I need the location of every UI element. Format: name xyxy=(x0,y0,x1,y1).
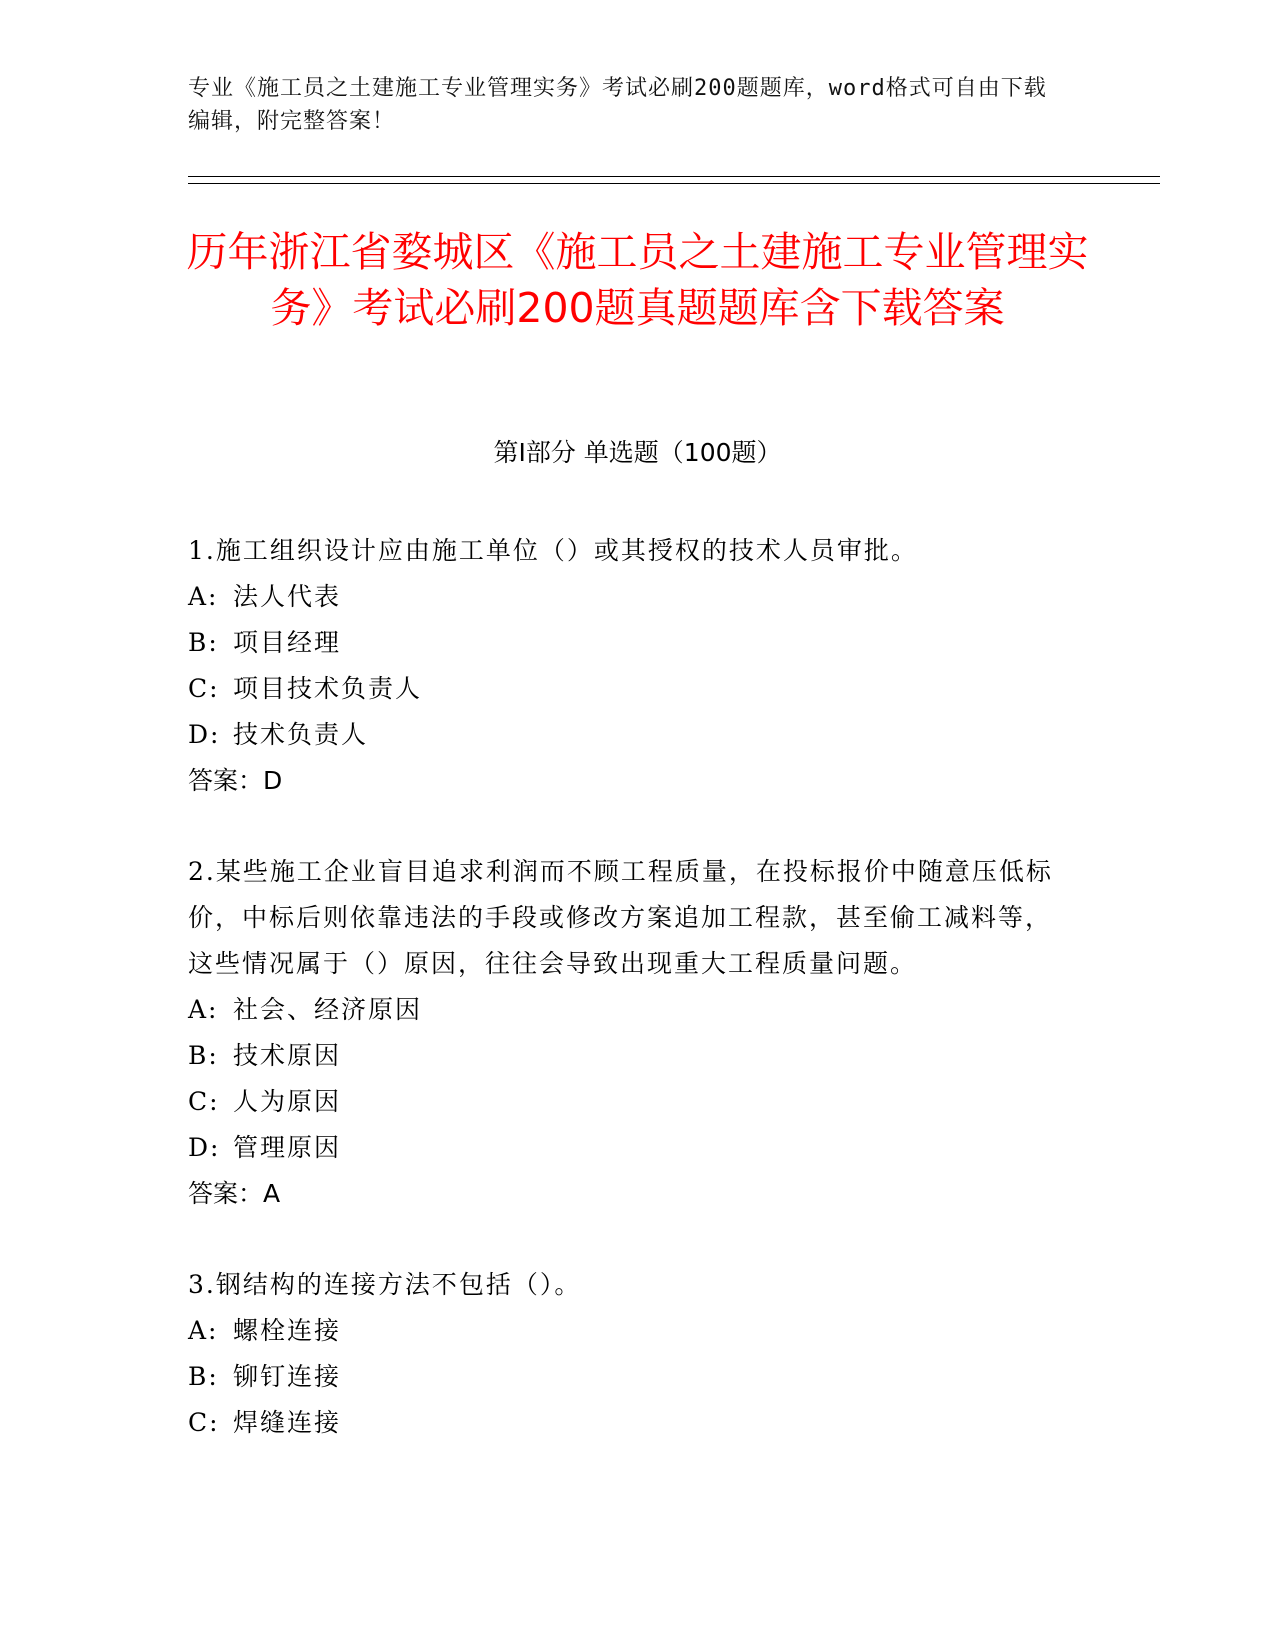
option-letter: C: xyxy=(188,674,220,703)
header-note: 专业《施工员之土建施工专业管理实务》考试必刷200题题库，word格式可自由下载编辑，附完整答案！ xyxy=(188,76,1047,134)
option-d xyxy=(188,1125,1068,1171)
option-a xyxy=(188,1308,1068,1354)
option-letter: B: xyxy=(188,1041,219,1070)
option-d xyxy=(188,712,1068,758)
option-b xyxy=(188,620,1068,666)
question-3 xyxy=(188,1262,1068,1446)
option-text: 项目技术负责人 xyxy=(233,674,423,703)
option-letter: A: xyxy=(188,582,219,611)
question-stem: 1.施工组织设计应由施工单位（）或其授权的技术人员审批。 xyxy=(188,536,918,565)
option-text: 技术原因 xyxy=(233,1041,342,1070)
header-divider-bottom xyxy=(188,183,1160,184)
answer-line: 答案：D xyxy=(188,766,283,795)
option-letter: A: xyxy=(188,995,219,1024)
question-2 xyxy=(188,849,1068,1217)
option-text: 项目经理 xyxy=(233,628,342,657)
option-letter: D: xyxy=(188,1133,221,1162)
option-text: 螺栓连接 xyxy=(233,1316,342,1345)
option-c xyxy=(188,1079,1068,1125)
question-1 xyxy=(188,528,1068,804)
option-a xyxy=(188,574,1068,620)
option-b xyxy=(188,1354,1068,1400)
option-text: 技术负责人 xyxy=(233,720,369,749)
document-title: 历年浙江省婺城区《施工员之土建施工专业管理实务》考试必刷200题真题题库含下载答案 xyxy=(186,228,1089,332)
option-text: 焊缝连接 xyxy=(233,1408,342,1437)
option-letter: C: xyxy=(188,1087,220,1116)
option-letter: C: xyxy=(188,1408,220,1437)
option-a xyxy=(188,987,1068,1033)
option-letter: B: xyxy=(188,1362,219,1391)
option-letter: B: xyxy=(188,628,219,657)
option-c xyxy=(188,1400,1068,1446)
answer-line: 答案：A xyxy=(188,1179,281,1208)
option-b xyxy=(188,1033,1068,1079)
header-divider-top xyxy=(188,176,1160,177)
option-letter: D: xyxy=(188,720,221,749)
option-c xyxy=(188,666,1068,712)
question-stem: 2.某些施工企业盲目追求利润而不顾工程质量，在投标报价中随意压低标价，中标后则依靠违法的手段或修改方案追加工程款，甚至偷工减料等，这些情况属于（）原因，往往会导致出现重大工程质量问题。 xyxy=(188,857,1053,978)
question-list xyxy=(188,528,1068,1491)
option-letter: A: xyxy=(188,1316,219,1345)
option-text: 人为原因 xyxy=(233,1087,342,1116)
question-stem: 3.钢结构的连接方法不包括（）。 xyxy=(188,1270,582,1299)
option-text: 铆钉连接 xyxy=(233,1362,342,1391)
option-text: 管理原因 xyxy=(233,1133,342,1162)
option-text: 法人代表 xyxy=(233,582,342,611)
option-text: 社会、经济原因 xyxy=(233,995,423,1024)
section-heading: 第Ⅰ部分 单选题（100题） xyxy=(493,438,782,467)
